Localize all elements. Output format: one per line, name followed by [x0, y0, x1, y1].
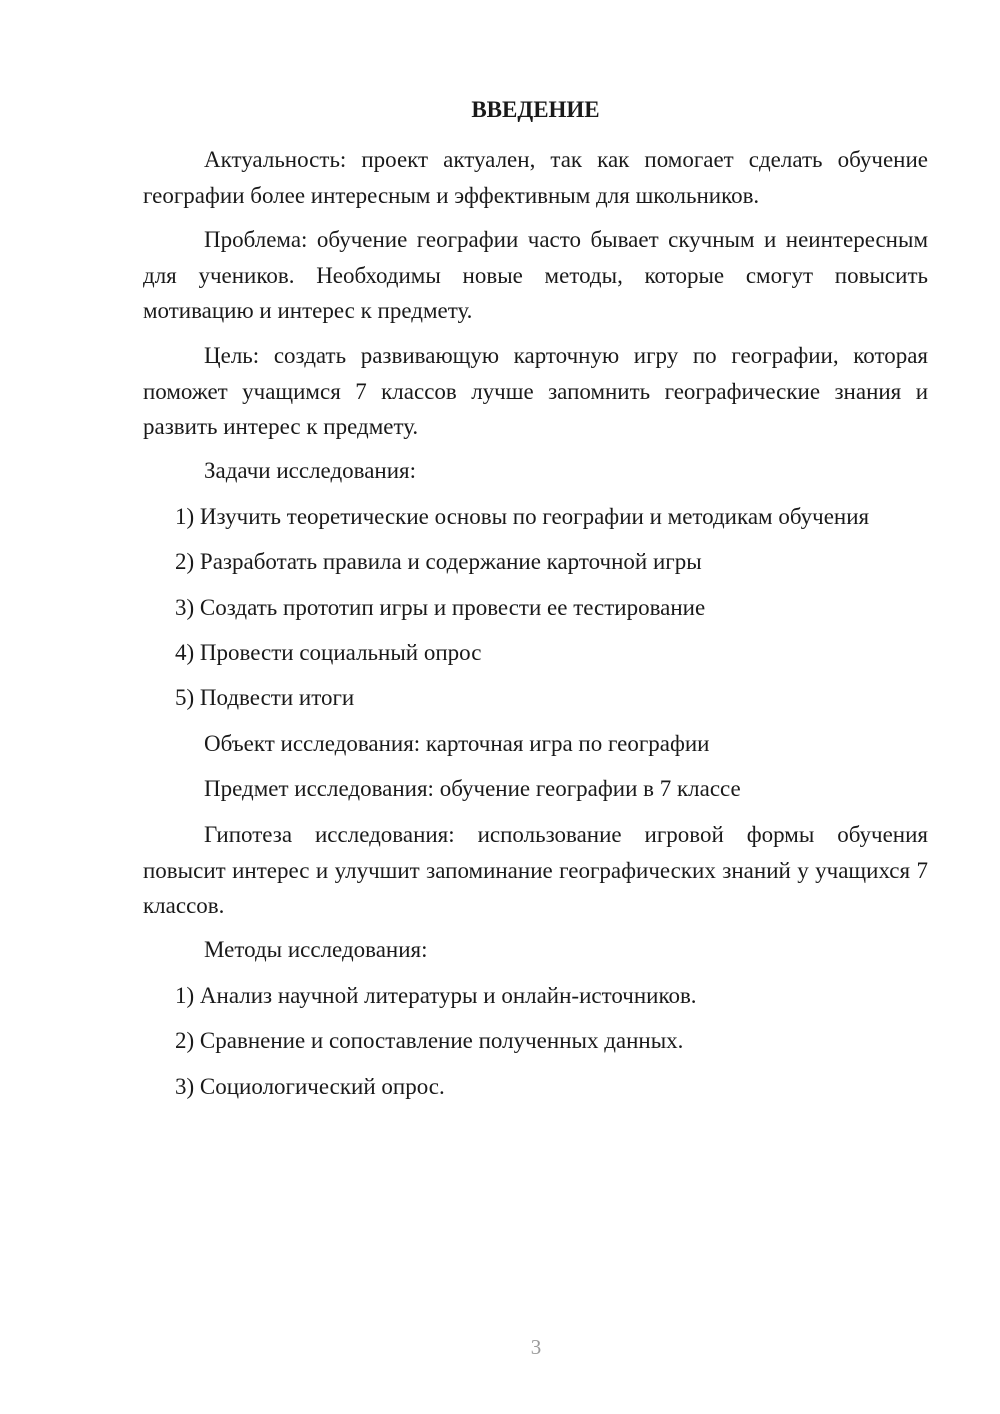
hypothesis-paragraph: Гипотеза исследования: использование игровой формы обучения повысит интерес и улучшит запоминание географических знаний у учащихся 7 классов. [143, 822, 928, 918]
task-item-4: 4) Провести социальный опрос [175, 640, 482, 665]
goal-paragraph: Цель: создать развивающую карточную игру по географии, которая поможет учащимся 7 классов лучше запомнить географические знания и развить интерес к предмету. [143, 343, 928, 439]
task-item-1: 1) Изучить теоретические основы по географии и методикам обучения [175, 504, 870, 529]
method-item-1: 1) Анализ научной литературы и онлайн-источников. [175, 983, 697, 1008]
task-item-2: 2) Разработать правила и содержание карточной игры [175, 549, 702, 574]
method-item-2: 2) Сравнение и сопоставление полученных данных. [175, 1028, 684, 1053]
research-object: Объект исследования: карточная игра по географии [204, 731, 710, 756]
method-item-3: 3) Социологический опрос. [175, 1074, 445, 1099]
relevance-paragraph: Актуальность: проект актуален, так как помогает сделать обучение географии более интересным и эффективным для школьников. [143, 147, 928, 208]
methods-heading: Методы исследования: [204, 937, 428, 962]
research-subject: Предмет исследования: обучение географии в 7 классе [204, 776, 741, 801]
page-title: ВВЕДЕНИЕ [471, 97, 600, 122]
problem-paragraph: Проблема: обучение географии часто бывает скучным и неинтересным для учеников. Необходимы новые методы, которые смогут повысить мотивацию и интерес к предмету. [143, 227, 928, 323]
task-item-5: 5) Подвести итоги [175, 685, 355, 710]
task-item-3: 3) Создать прототип игры и провести ее тестирование [175, 595, 706, 620]
page-number: 3 [530, 1335, 542, 1359]
tasks-heading: Задачи исследования: [204, 458, 417, 483]
